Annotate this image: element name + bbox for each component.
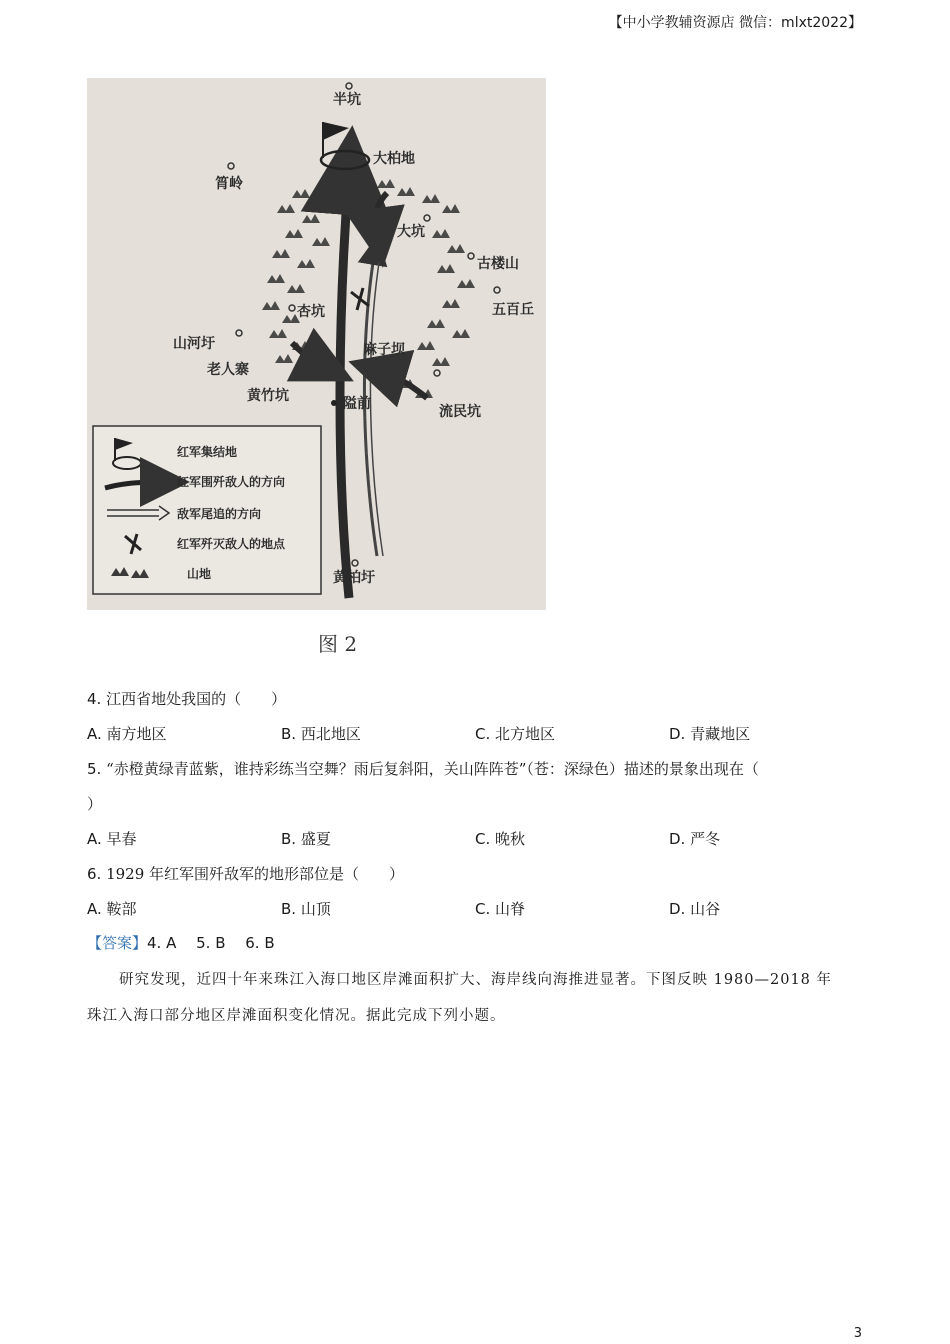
legend-label-mountain: 山地 [187, 567, 212, 581]
option-text: 早春 [106, 830, 137, 848]
option-text: 盛夏 [300, 830, 331, 848]
encircle-arrow-east-icon [377, 193, 387, 238]
place-jianling: 筲岭 [215, 176, 243, 192]
place-huangbaixu: 黄柏圩 [333, 570, 375, 586]
place-liuminkeng: 流民坑 [439, 404, 481, 420]
question-number: 5. [87, 760, 102, 778]
longqian-dot [331, 400, 337, 406]
question-number: 6. [87, 865, 102, 883]
option-letter: A. [87, 725, 102, 743]
place-longqian: 隘前 [343, 396, 371, 412]
question-text: “赤橙黄绿青蓝紫，谁持彩练当空舞？雨后复斜阳，关山阵阵苍”（苍：深绿色）描述的景象出现在（ [106, 760, 759, 778]
option-4c[interactable] [475, 723, 555, 744]
option-text: 北方地区 [495, 725, 556, 743]
place-wubaiqiu: 五百丘 [492, 302, 534, 318]
annihilation-cross-icon [351, 288, 369, 310]
question-5 [87, 758, 759, 779]
mountain-east-icon [377, 179, 475, 398]
battle-map-figure [87, 78, 546, 610]
option-text: 山脊 [495, 900, 526, 918]
option-5b[interactable] [281, 828, 331, 849]
option-letter: B. [281, 900, 297, 918]
option-6c[interactable] [475, 898, 525, 919]
passage-line-1: 研究发现，近四十年来珠江入海口地区岸滩面积扩大、海岸线向海推进显著。下图反映 1980—2018 年 [119, 972, 833, 988]
option-text: 青藏地区 [690, 725, 751, 743]
question-text: 1929 年红军围歼敌军的地形部位是（ ） [106, 865, 405, 883]
option-letter: A. [87, 830, 102, 848]
encircle-arrow-west-icon [292, 343, 327, 368]
option-6d[interactable] [669, 898, 720, 919]
option-text: 山谷 [690, 900, 721, 918]
option-6a[interactable] [87, 898, 137, 919]
option-letter: C. [475, 830, 491, 848]
option-5a[interactable] [87, 828, 137, 849]
option-6b[interactable] [281, 898, 331, 919]
question-4 [87, 688, 286, 709]
map-svg [87, 78, 546, 610]
encircle-arrow-southeast-icon [377, 370, 427, 398]
question-text: 江西省地处我国的（ ） [106, 690, 287, 708]
option-text: 西北地区 [300, 725, 361, 743]
legend-label-pursuit: 敌军尾追的方向 [177, 507, 262, 521]
option-text: 严冬 [690, 830, 721, 848]
figure-caption: 图 2 [318, 632, 358, 656]
option-letter: D. [669, 830, 686, 848]
answer-tag: 【答案】 [87, 934, 148, 952]
option-5c[interactable] [475, 828, 525, 849]
option-text: 鞍部 [106, 900, 137, 918]
answer-text: 4. A 5. B 6. B [147, 934, 275, 952]
option-4b[interactable] [281, 723, 361, 744]
place-gulaoshan: 古楼山 [477, 256, 519, 272]
answer-line [87, 932, 275, 953]
option-letter: C. [475, 900, 491, 918]
place-dabaidi: 大柏地 [373, 151, 415, 167]
place-dakeng: 大坑 [397, 224, 425, 240]
option-letter: A. [87, 900, 102, 918]
legend-label-cross: 红军歼灭敌人的地点 [177, 537, 286, 551]
red-army-route-line [340, 170, 349, 598]
place-bankeng: 半坑 [333, 92, 361, 108]
place-huangzhukeng: 黄竹坑 [247, 388, 289, 404]
page-header: 【中小学教辅资源店 微信：mlxt2022】 [608, 15, 862, 31]
question-5-continuation: ） [87, 795, 103, 813]
option-text: 晚秋 [495, 830, 526, 848]
place-xingkeng: 杏坑 [297, 304, 325, 320]
gathering-flag-icon [321, 122, 369, 169]
passage-line-2: 珠江入海口部分地区岸滩面积变化情况。据此完成下列小题。 [87, 1008, 506, 1024]
option-letter: D. [669, 900, 686, 918]
option-4d[interactable] [669, 723, 750, 744]
page-number: 3 [853, 1326, 862, 1341]
option-text: 山顶 [300, 900, 331, 918]
option-letter: C. [475, 725, 491, 743]
legend-label-gathering: 红军集结地 [177, 445, 238, 459]
legend-label-encircle: 红军围歼敌人的方向 [177, 475, 286, 489]
option-text: 南方地区 [106, 725, 167, 743]
question-6 [87, 863, 404, 884]
option-5d[interactable] [669, 828, 720, 849]
option-letter: D. [669, 725, 686, 743]
option-letter: B. [281, 725, 297, 743]
place-laorenzhai: 老人寨 [207, 362, 249, 378]
map-legend [93, 426, 321, 594]
place-shanhexu: 山河圩 [173, 336, 215, 352]
question-number: 4. [87, 690, 102, 708]
place-mazigou: 麻子坝 [363, 342, 405, 358]
option-4a[interactable] [87, 723, 167, 744]
option-letter: B. [281, 830, 297, 848]
